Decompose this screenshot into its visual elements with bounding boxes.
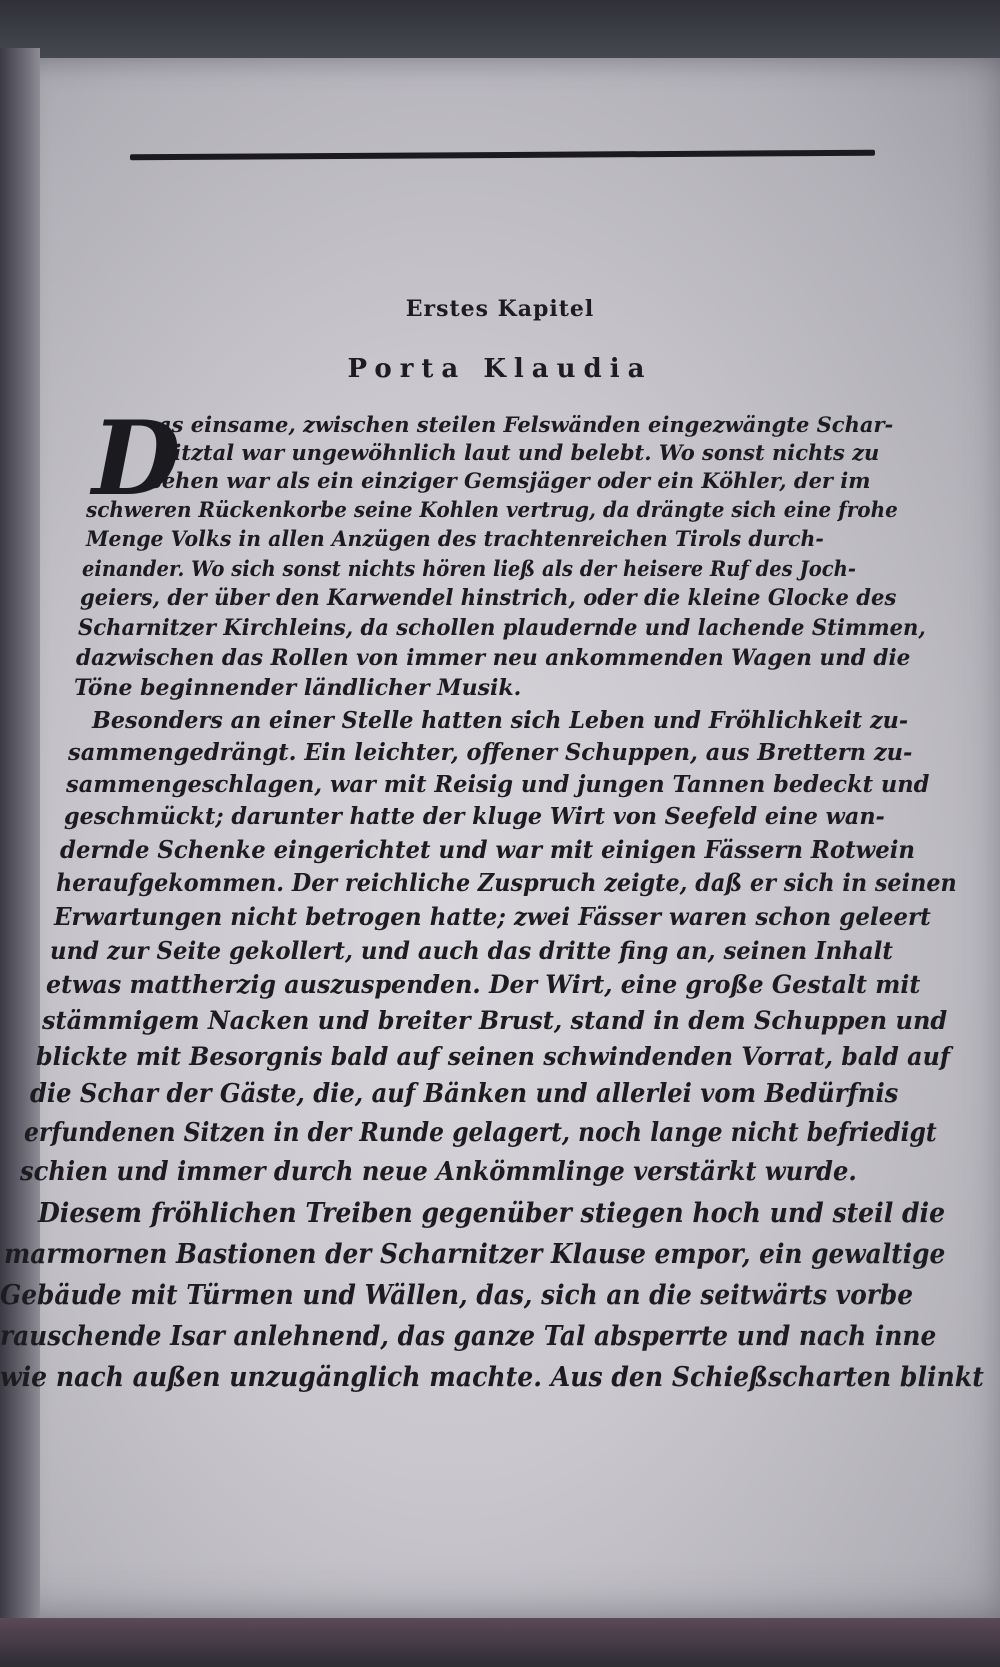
text-line: Töne beginnender ländlicher Musik. [74,675,522,701]
text-line: Scharnitzer Kirchleins, da schollen plaudernde und lachende Stimmen, [78,615,926,641]
text-line: sammengedrängt. Ein leichter, offener Schuppen, aus Brettern zu- [68,739,913,766]
page-gutter [0,48,40,1638]
text-line: sehen war als ein einziger Gemsjäger oder ein Köhler, der im [150,468,871,493]
text-line: blickte mit Besorgnis bald auf seinen schwindenden Vorrat, bald auf [36,1042,951,1071]
text-line: dazwischen das Rollen von immer neu ankommenden Wagen und die [76,645,911,671]
chapter-title: Porta Klaudia [347,354,653,384]
text-line: rauschende Isar anlehnend, das ganze Tal absperrte und nach inne [0,1321,937,1352]
book-cover-edge [0,1618,1000,1667]
text-line: schien und immer durch neue Ankömmlinge verstärkt wurde. [20,1157,857,1187]
text-line: Besonders an einer Stelle hatten sich Leben und Fröhlichkeit zu- [92,707,909,734]
drop-cap: D [92,399,181,519]
text-line: etwas mattherzig auszuspenden. Der Wirt, eine große Gestalt mit [46,970,921,999]
text-line: die Schar der Gäste, die, auf Bänken und allerlei vom Bedürfnis [30,1079,899,1109]
text-line: as einsame, zwischen steilen Felswänden eingezwängte Schar- [158,412,894,437]
text-line: heraufgekommen. Der reichliche Zuspruch zeigte, daß er sich in seinen [56,868,957,897]
text-line: erfundenen Sitzen in der Runde gelagert, noch lange nicht befriedigt [24,1118,937,1148]
text-line: und zur Seite gekollert, und auch das dritte fing an, seinen Inhalt [50,936,893,965]
text-line: Menge Volks in allen Anzügen des trachtenreichen Tirols durch- [86,526,824,551]
text-line: geiers, der über den Karwendel hinstrich, oder die kleine Glocke des [80,585,897,611]
text-line: wie nach außen unzugänglich machte. Aus den Schießscharten blinkt [0,1362,984,1393]
text-line: stämmigem Nacken und breiter Brust, stand in dem Schuppen und [42,1006,948,1035]
text-line: Erwartungen nicht betrogen hatte; zwei Fässer waren schon geleert [54,902,931,931]
text-line: sammengeschlagen, war mit Reisig und jungen Tannen bedeckt und [66,771,930,798]
text-line: marmornen Bastionen der Scharnitzer Klause empor, ein gewaltige [4,1239,946,1270]
text-line: einander. Wo sich sonst nichts hören ließ als der heisere Ruf des Joch- [82,556,856,581]
text-line: Gebäude mit Türmen und Wällen, das, sich an die seitwärts vorbe [0,1280,914,1311]
text-line: geschmückt; darunter hatte der kluge Wirt von Seefeld eine wan- [64,803,885,830]
chapter-heading: Erstes Kapitel [405,296,595,322]
text-line: Diesem fröhlichen Treiben gegenüber stiegen hoch und steil die [38,1198,946,1229]
text-line: nitztal war ungewöhnlich laut und belebt. Wo sonst nichts zu [158,440,880,465]
text-line: schweren Rückenkorbe seine Kohlen vertrug, da drängte sich eine frohe [86,497,898,522]
text-line: dernde Schenke eingerichtet und war mit einigen Fässern Rotwein [60,835,915,864]
